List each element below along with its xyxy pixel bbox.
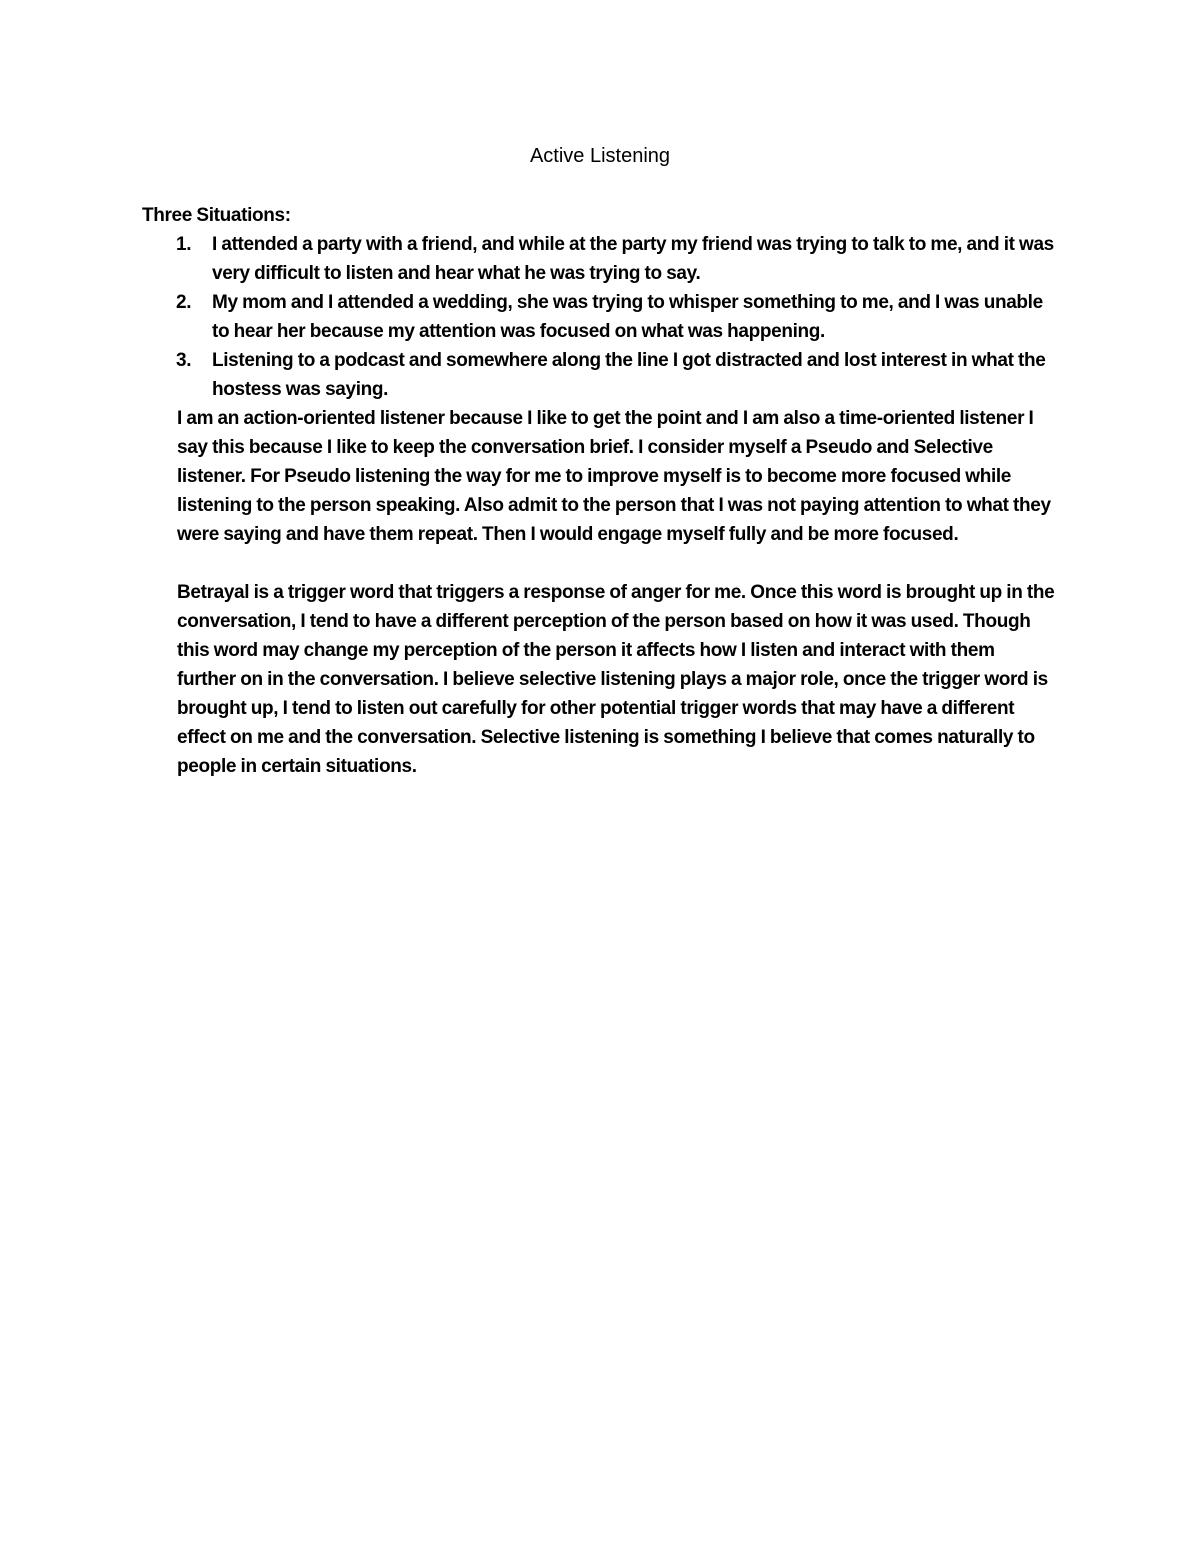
list-item-text: Listening to a podcast and somewhere along the line I got distracted and lost interest in what the hostess was saying. bbox=[212, 350, 1046, 400]
list-item-text: I attended a party with a friend, and while at the party my friend was trying to talk to me, and it was very difficult to listen and hear what he was trying to say. bbox=[212, 234, 1054, 284]
list-item-number: 3. bbox=[176, 350, 192, 371]
list-item bbox=[142, 230, 1062, 288]
list-item-number: 1. bbox=[176, 234, 192, 255]
document-title: Active Listening bbox=[529, 145, 671, 167]
paragraph-spacer bbox=[142, 549, 1062, 578]
list-item bbox=[142, 346, 1062, 404]
trigger-word-paragraph: Betrayal is a trigger word that triggers a response of anger for me. Once this word is brought up in the conversation, I tend to have a different perception of the person based on how it was used. Though this word may change my perception of the person it affects how I listen and interact with them further on in the conversation. I believe selective listening plays a major role, once the trigger word is brought up, I tend to listen out carefully for other potential trigger words that may have a different effect on me and the conversation. Selective listening is something I believe that comes naturally to people in certain situations. bbox=[177, 582, 1055, 777]
listener-type-paragraph: I am an action-oriented listener because I like to get the point and I am also a time-oriented listener I say this because I like to keep the conversation brief. I consider myself a Pseudo and Selective listener. For Pseudo listening the way for me to improve myself is to become more focused while listening to the person speaking. Also admit to the person that I was not paying attention to what they were saying and have them repeat. Then I would engage myself fully and be more focused. bbox=[177, 408, 1051, 545]
list-item bbox=[142, 288, 1062, 346]
situations-heading: Three Situations: bbox=[142, 205, 291, 226]
list-item-number: 2. bbox=[176, 292, 192, 313]
list-item-text: My mom and I attended a wedding, she was trying to whisper something to me, and I was unable to hear her because my attention was focused on what was happening. bbox=[212, 292, 1043, 342]
situations-list bbox=[142, 230, 1062, 404]
document-body bbox=[142, 201, 1062, 781]
